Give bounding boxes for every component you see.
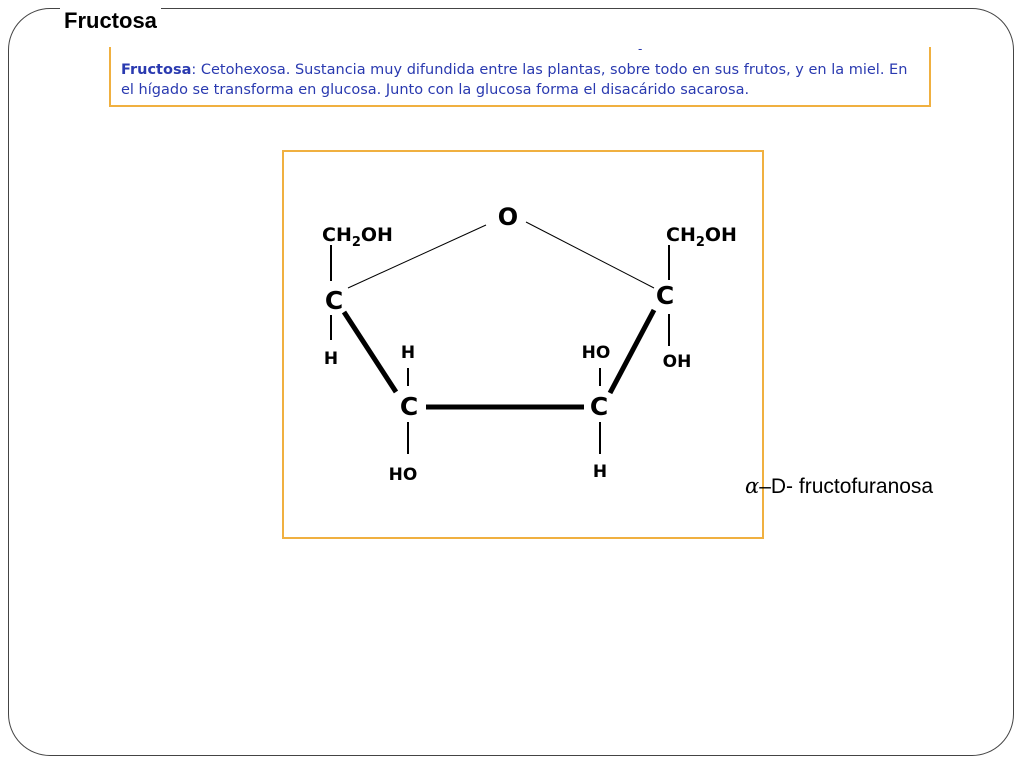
c3-hydrogen: H bbox=[592, 462, 608, 482]
definition-colon: : bbox=[191, 62, 197, 78]
c4-carbon: C bbox=[399, 392, 419, 421]
c5-carbon: C bbox=[324, 286, 344, 315]
structure-diagram-box bbox=[282, 150, 764, 539]
definition-marker: - bbox=[638, 41, 643, 56]
c3-carbon: C bbox=[589, 392, 609, 421]
caption-text: D- fructofuranosa bbox=[770, 475, 934, 498]
definition-text bbox=[121, 60, 921, 100]
c3-hydroxyl: HO bbox=[581, 343, 611, 363]
definition-body: Cetohexosa. Sustancia muy difundida entre las plantas, sobre todo en sus frutos, y en la miel. En el hígado se transforma en glucosa. Junto con la glucosa forma el disacárido sacarosa. bbox=[121, 62, 908, 98]
bond-c3-c2 bbox=[610, 310, 654, 393]
anomer-caption bbox=[745, 474, 933, 499]
bond-o-c2 bbox=[526, 222, 654, 288]
c2-hydroxyl: OH bbox=[662, 352, 692, 372]
definition-term: Fructosa bbox=[121, 62, 192, 78]
caption-dash: – bbox=[759, 475, 771, 498]
fructofuranose-structure bbox=[282, 150, 764, 539]
c4-hydrogen: H bbox=[400, 343, 416, 363]
bond-c5-c4 bbox=[344, 312, 396, 392]
c4-hydroxyl: HO bbox=[388, 465, 418, 485]
c5-ch2oh-label: $CH_2OH$ bbox=[322, 224, 393, 250]
slide-title: Fructosa bbox=[60, 8, 161, 34]
c2-ch2oh-label: $CH_2OH$ bbox=[666, 224, 737, 250]
c2-carbon: C bbox=[655, 281, 675, 310]
alpha-symbol: α bbox=[745, 474, 760, 498]
definition-box bbox=[109, 41, 931, 107]
ring-oxygen: O bbox=[497, 203, 519, 231]
c5-hydrogen: H bbox=[323, 349, 339, 369]
